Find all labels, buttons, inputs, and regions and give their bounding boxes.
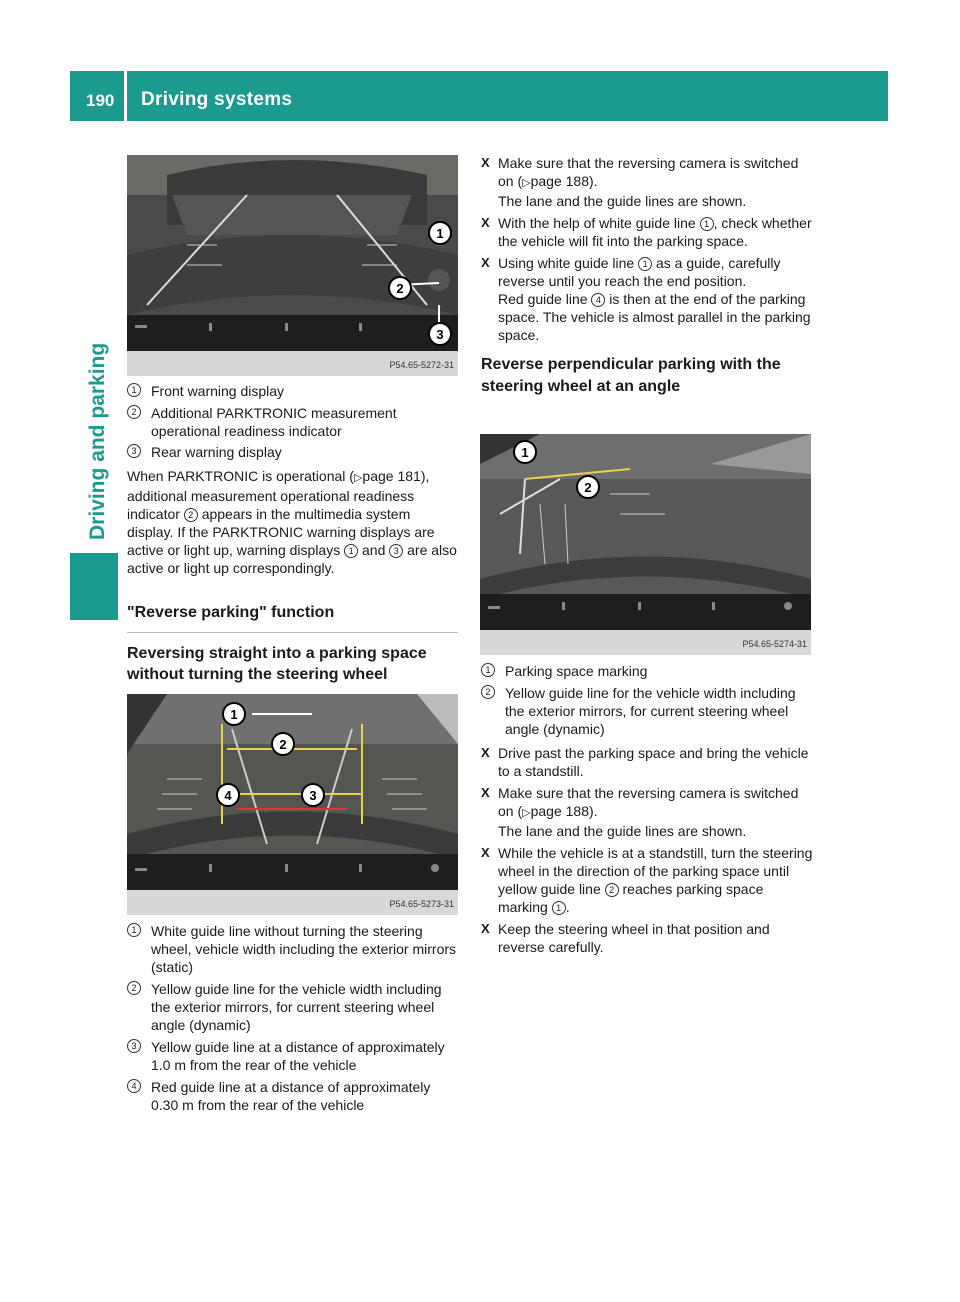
- svg-text:2: 2: [584, 480, 592, 495]
- figure-parktronic-display: [127, 155, 458, 376]
- instruction-step: X Make sure that the reversing camera is switched on (▷page 188). The lane and the guide lines are shown.: [481, 155, 799, 209]
- instruction-step: X Drive past the parking space and bring the vehicle to a standstill.: [481, 745, 809, 779]
- section-heading: "Reverse parking" function: [127, 602, 458, 633]
- svg-text:4: 4: [224, 788, 232, 803]
- callout-number: 4: [127, 1079, 141, 1093]
- body-paragraph: When PARKTRONIC is operational (▷page 181), additional measurement operational readiness indicator 2 appears in the multimedia system display. If the PARKTRONIC warning displays are active or light up, warning displays 1 and 3 are also active or light up correspondingly.: [127, 468, 457, 576]
- callout-number: 1: [127, 383, 141, 397]
- svg-text:3: 3: [309, 788, 317, 803]
- right-column-bottom: [481, 662, 815, 960]
- instruction-step: X Keep the steering wheel in that position and reverse carefully.: [481, 921, 770, 955]
- page-reference[interactable]: page 188: [530, 803, 589, 819]
- header-divider: [124, 71, 127, 121]
- callout-2: [577, 476, 599, 498]
- figure-straight-reversing: [127, 694, 458, 915]
- list-item: 2 Additional PARKTRONIC measurement operational readiness indicator: [127, 404, 459, 440]
- figure-code: P54.65-5272-31: [389, 360, 454, 370]
- svg-text:1: 1: [521, 445, 529, 460]
- instruction-step: X With the help of white guide line 1 , check whether the vehicle will fit into the parking space.: [481, 215, 812, 249]
- callout-number: 2: [127, 981, 141, 995]
- callout-number: 1: [127, 923, 141, 937]
- instruction-step: X Using white guide line 1 as a guide, carefully reverse until you reach the end position. Red guide line 4 is then at the end of the parking space. The vehicle is almost parallel in the parking space.: [481, 255, 811, 343]
- instruction-step: X While the vehicle is at a standstill, turn the steering wheel in the direction of the parking space until yellow guide line 2 reaches parking space marking 1 .: [481, 845, 813, 915]
- sub-heading: Reversing straight into a parking space without turning the steering wheel: [127, 645, 427, 683]
- section-heading: Reverse perpendicular parking with the steering wheel at an angle: [481, 356, 781, 395]
- callout-number: 2: [481, 685, 495, 699]
- callout-number: 2: [127, 405, 141, 419]
- callout-number: 1: [481, 663, 495, 677]
- sub-heading-block: [127, 643, 458, 685]
- figure-perpendicular-parking: [480, 434, 811, 655]
- callout-4: [217, 784, 239, 806]
- callout-3: [302, 784, 324, 806]
- callout-1: [223, 703, 245, 725]
- page-header: [70, 71, 888, 121]
- callout-number: 3: [127, 444, 141, 458]
- figure-code: P54.65-5273-31: [389, 899, 454, 909]
- list-item: 3 Yellow guide line at a distance of approximately 1.0 m from the rear of the vehicle: [127, 1038, 460, 1074]
- list-item: 1 White guide line without turning the steering wheel, vehicle width including the exterior mirrors (static): [127, 922, 460, 976]
- sidebar-section-label: Driving and parking: [86, 342, 109, 540]
- svg-text:3: 3: [436, 327, 444, 342]
- callout-2: [272, 733, 294, 755]
- list-item: 4 Red guide line at a distance of approximately 0.30 m from the rear of the vehicle: [127, 1078, 460, 1114]
- callout-3: [429, 323, 451, 345]
- right-column-top: [481, 154, 815, 398]
- page-reference[interactable]: page 181: [362, 468, 421, 484]
- figure-code: P54.65-5274-31: [742, 639, 807, 649]
- left-column-bottom: [127, 922, 460, 1118]
- list-item: 1 Parking space marking: [481, 662, 815, 680]
- callout-2: [389, 277, 411, 299]
- callout-1: [429, 222, 451, 244]
- svg-text:2: 2: [396, 281, 404, 296]
- left-column-top: [127, 382, 459, 577]
- svg-text:2: 2: [279, 737, 287, 752]
- page-number: 190: [86, 91, 115, 110]
- sidebar-marker: [70, 553, 118, 620]
- callout-1: [514, 441, 536, 463]
- instruction-step: X Make sure that the reversing camera is switched on (▷page 188). The lane and the guide lines are shown.: [481, 785, 799, 839]
- svg-text:1: 1: [230, 707, 238, 722]
- chapter-title: Driving systems: [141, 89, 293, 110]
- list-item: 1 Front warning display: [127, 382, 459, 400]
- page-reference[interactable]: page 188: [530, 173, 589, 189]
- section-heading-block: [127, 602, 458, 633]
- list-item: 3 Rear warning display: [127, 443, 459, 461]
- list-item: 2 Yellow guide line for the vehicle width including the exterior mirrors, for current steering wheel angle (dynamic): [481, 684, 815, 738]
- svg-text:1: 1: [436, 226, 444, 241]
- list-item: 2 Yellow guide line for the vehicle width including the exterior mirrors, for current steering wheel angle (dynamic): [127, 980, 460, 1034]
- callout-number: 3: [127, 1039, 141, 1053]
